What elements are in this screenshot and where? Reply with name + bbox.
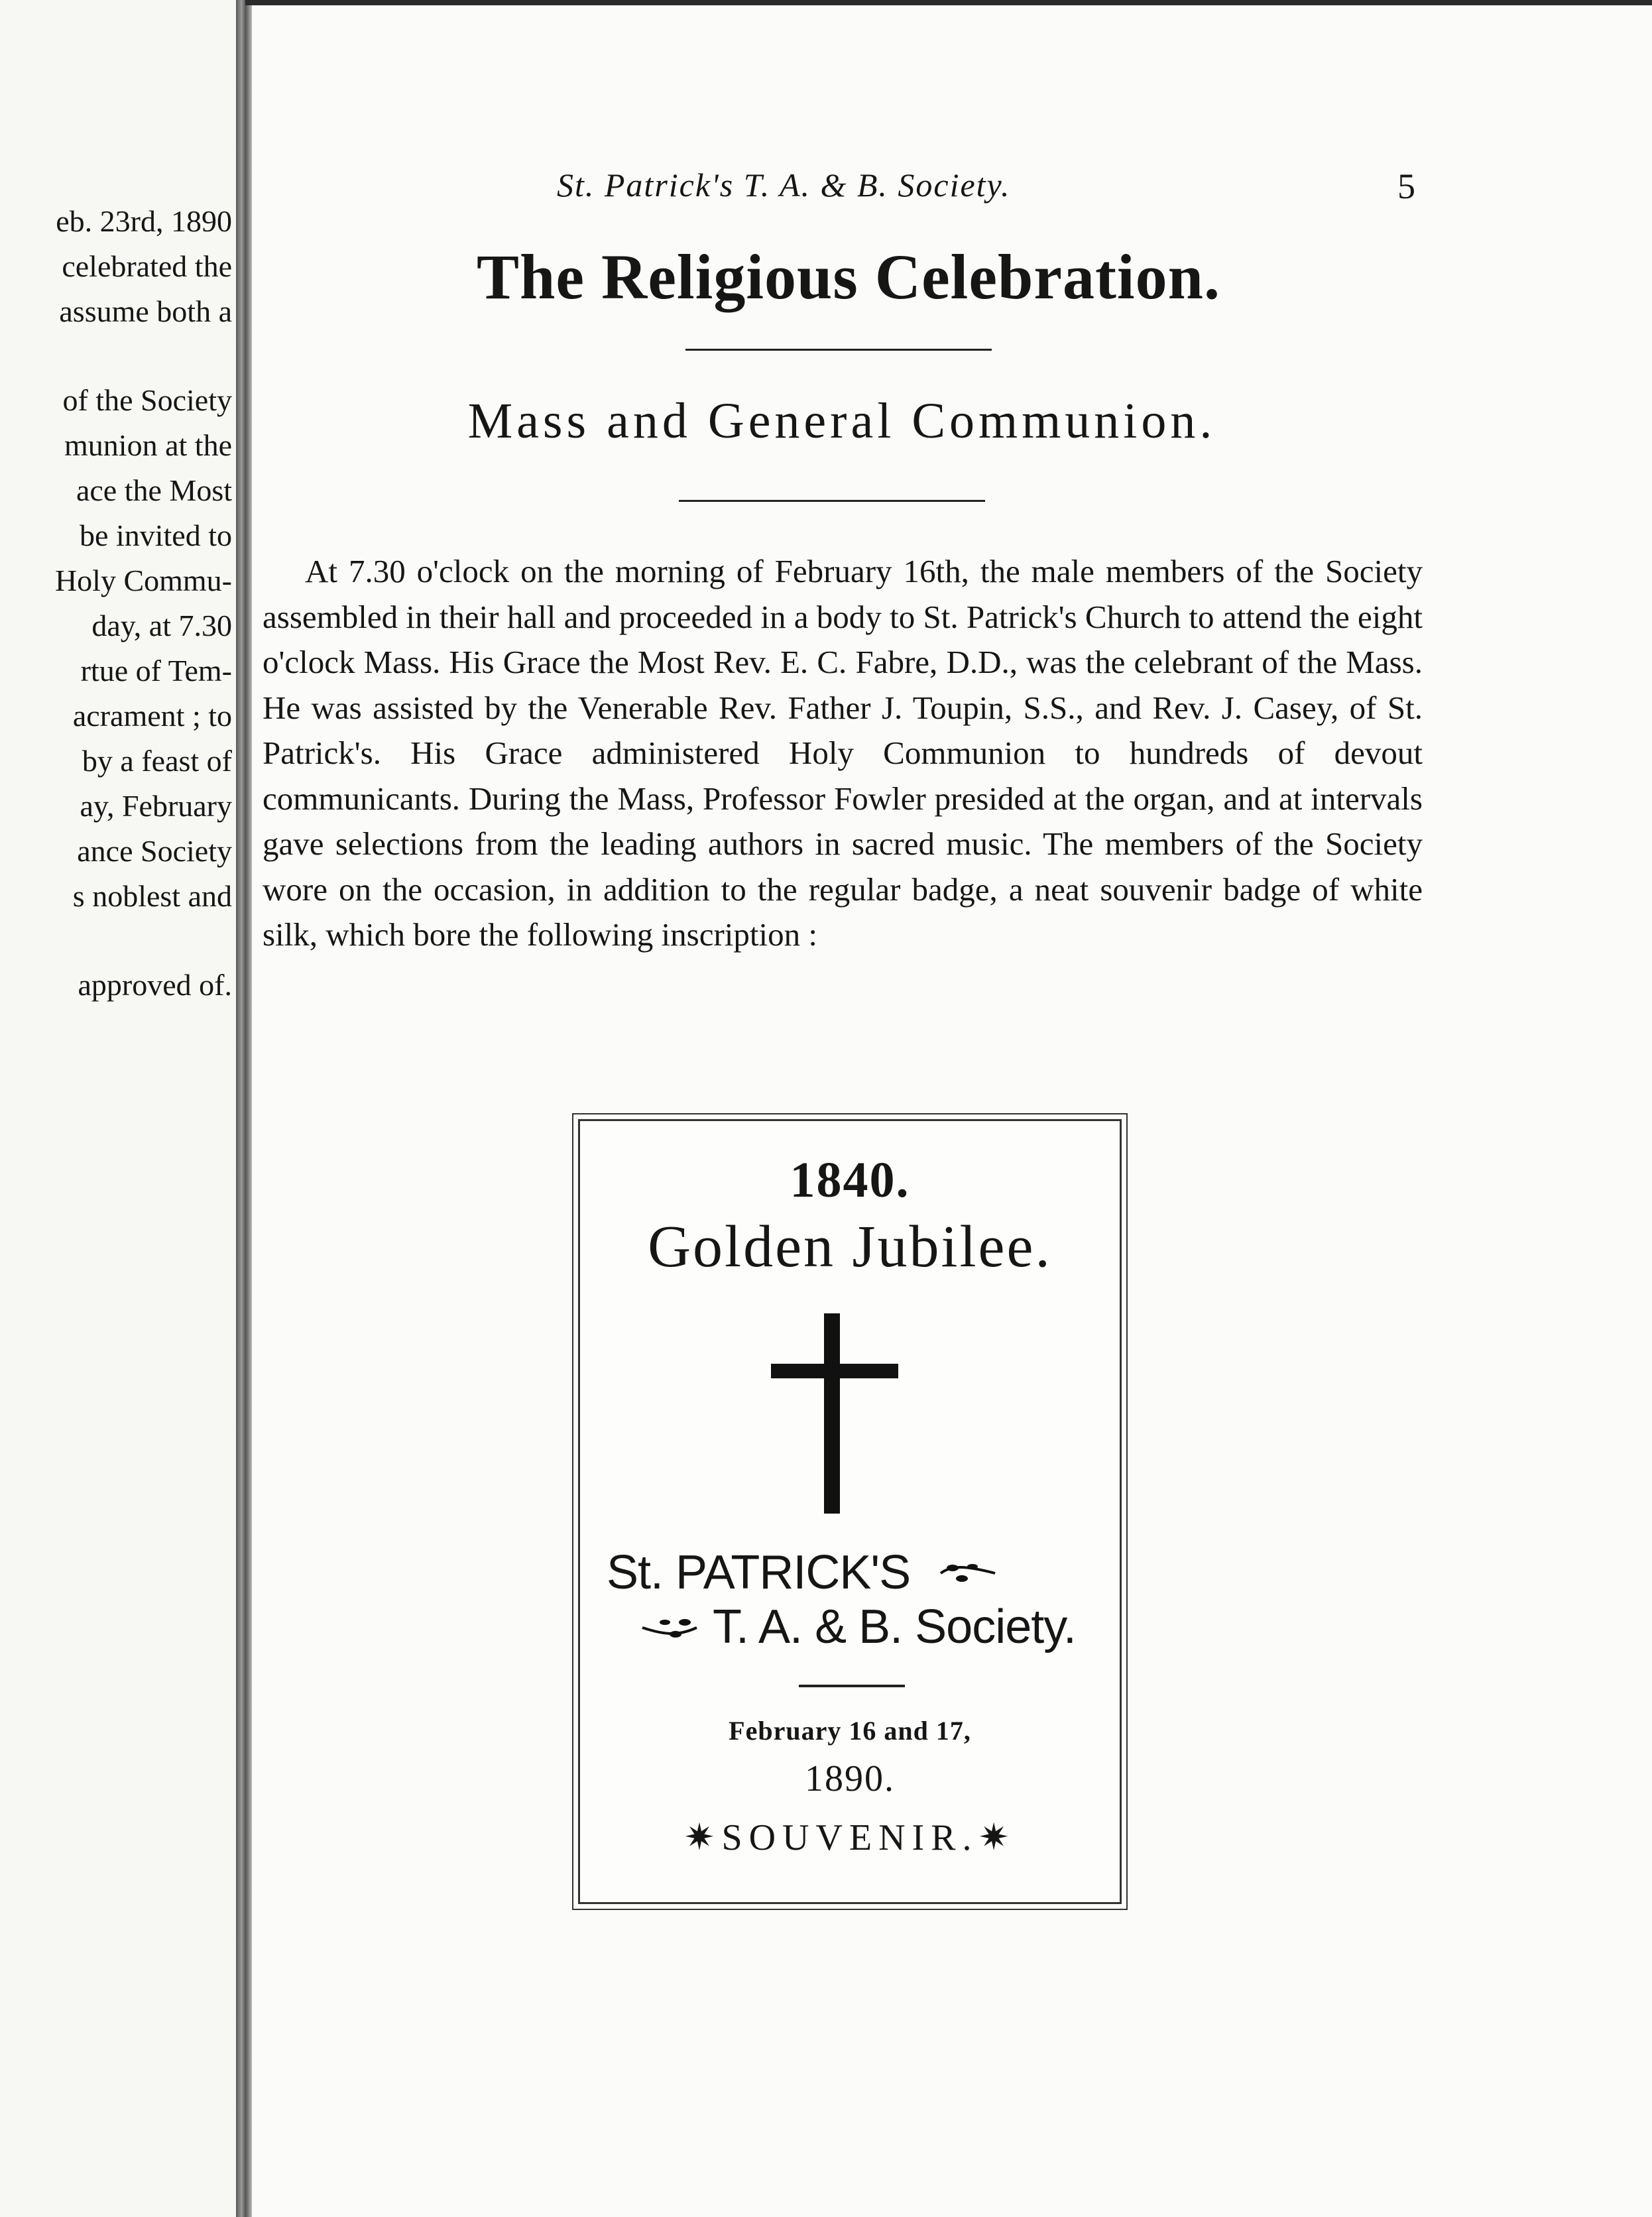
facing-page-line: ance Society — [77, 834, 232, 868]
badge-souvenir — [580, 1816, 1120, 1859]
badge-jubilee: Golden Jubilee. — [648, 1214, 1052, 1280]
title-rule — [685, 349, 992, 351]
facing-page-line: munion at the — [64, 428, 232, 462]
souvenir-badge — [578, 1119, 1122, 1904]
facing-page-line: Holy Commu- — [54, 564, 232, 597]
leaf-ornament-icon — [640, 1613, 699, 1642]
facing-page-line: acrament ; to — [72, 699, 232, 733]
badge-year: 1840. — [790, 1152, 910, 1208]
subtitle-rule — [679, 500, 985, 502]
body-paragraph: At 7.30 o'clock on the morning of February 16th, the male members of the Society assembled in their hall and proceeded in a body to St. Patrick's Church to attend the eight o'clock Mass. His Grace the Most Rev. E. C. Fabre, D.D., was the celebrant of the Mass. He was assisted by the Venerable Rev. Father J. Toupin, S.S., and Rev. J. Casey, of St. Patrick's. His Grace administered Holy Communion to hundreds of devout communicants. During the Mass, Professor Fowler presided at the organ, and at intervals gave selections from the leading authors in sacred music. The members of the Society wore on the occasion, in addition to the regular badge, a neat souvenir badge of white silk, which bore the following inscription : — [263, 553, 1423, 953]
facing-page-line: ay, February — [80, 789, 232, 823]
section-subtitle: Mass and General Communion. — [467, 393, 1216, 449]
page-title: The Religious Celebration. — [477, 241, 1220, 312]
badge-year-1890: 1890. — [805, 1758, 895, 1799]
page-number: 5 — [1397, 166, 1415, 206]
badge-society-line2: T. A. & B. Society. — [713, 1600, 1076, 1653]
leaf-ornament-icon — [938, 1559, 998, 1588]
badge-rule — [799, 1685, 905, 1687]
cross-icon — [771, 1313, 898, 1514]
facing-page-line: celebrated the — [62, 249, 232, 283]
badge-souvenir-label: SOUVENIR. — [721, 1817, 978, 1858]
running-head: St. Patrick's T. A. & B. Society. — [557, 166, 1011, 204]
facing-page-line: of the Society — [62, 383, 232, 417]
facing-page-line: approved of. — [78, 968, 232, 1002]
facing-page-line: be invited to — [80, 518, 232, 552]
page-top-edge — [245, 0, 1652, 5]
facing-page-line: by a feast of — [82, 744, 232, 778]
facing-page-line: eb. 23rd, 1890 — [56, 204, 232, 238]
book-gutter — [236, 0, 252, 2217]
facing-page-line: rtue of Tem- — [80, 654, 232, 688]
facing-page-line: assume both a — [59, 294, 232, 328]
facing-page-line: s noblest and — [72, 879, 232, 913]
badge-dates: February 16 and 17, — [729, 1716, 971, 1746]
badge-society-line1: St. PATRICK'S — [607, 1546, 911, 1599]
facing-page-line: ace the Most — [76, 473, 232, 507]
star-ornament-icon: ✷ — [978, 1817, 1016, 1858]
star-ornament-icon: ✷ — [683, 1817, 722, 1858]
facing-page — [0, 0, 236, 2217]
facing-page-line: day, at 7.30 — [91, 609, 232, 642]
